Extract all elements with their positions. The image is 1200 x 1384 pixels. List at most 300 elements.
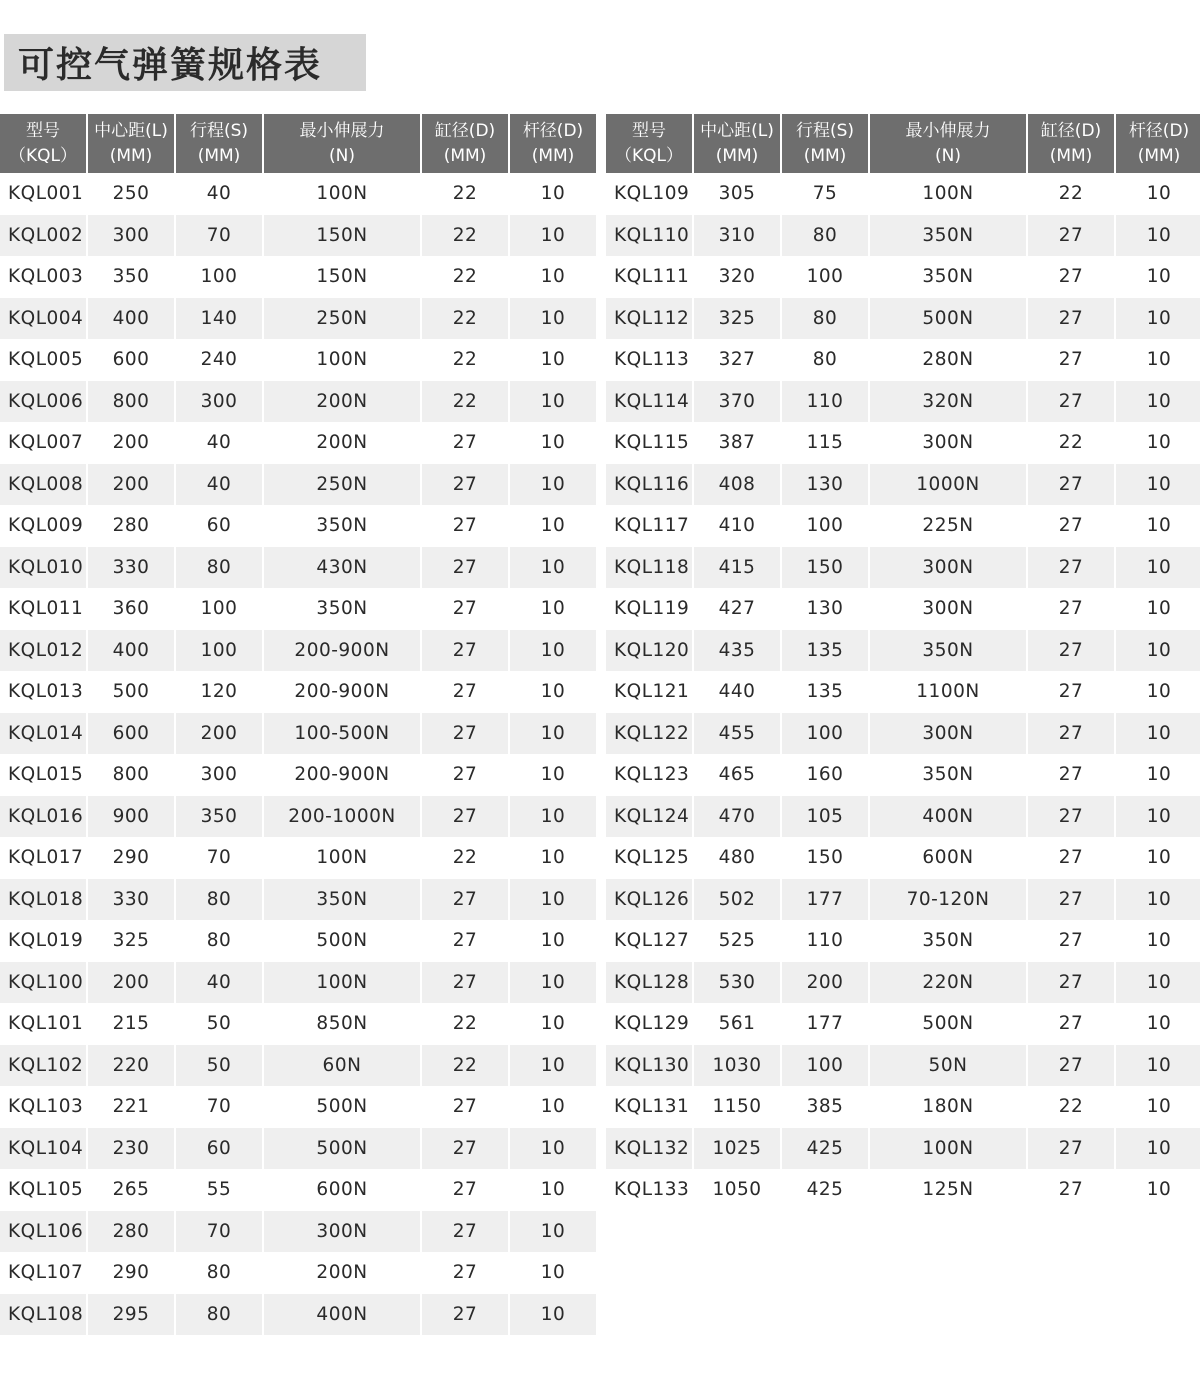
min-force-cell: 200-900N [264,754,420,796]
stroke-cell: 130 [782,464,868,506]
model-cell: KQL112 [606,298,692,340]
stroke-cell: 200 [782,962,868,1004]
min-force-cell: 500N [870,298,1026,340]
stroke-cell: 425 [782,1169,868,1211]
stroke-cell: 115 [782,422,868,464]
model-cell: KQL010 [0,547,86,589]
table-row [606,1169,1200,1211]
min-force-cell: 350N [264,588,420,630]
rod-diameter-cell: 10 [510,1086,596,1128]
center-distance-cell: 200 [88,464,174,506]
table-body-left [0,173,596,1335]
center-distance-cell: 1025 [694,1128,780,1170]
stroke-cell: 70 [176,1211,262,1253]
rod-diameter-cell: 10 [1116,920,1200,962]
rod-diameter-cell: 10 [1116,256,1200,298]
stroke-cell: 50 [176,1045,262,1087]
table-row [0,339,596,381]
rod-diameter-cell: 10 [510,837,596,879]
rod-diameter-cell: 10 [510,381,596,423]
table-row [606,588,1200,630]
cylinder-diameter-cell: 22 [422,1045,508,1087]
min-force-cell: 150N [264,215,420,257]
table-row [606,630,1200,672]
rod-diameter-cell: 10 [510,547,596,589]
table-row [606,1045,1200,1087]
model-cell: KQL115 [606,422,692,464]
stroke-cell: 40 [176,464,262,506]
table-row [606,837,1200,879]
center-distance-cell: 300 [88,215,174,257]
rod-diameter-cell: 10 [510,754,596,796]
rod-diameter-cell: 10 [510,256,596,298]
table-row [0,1003,596,1045]
min-force-cell: 1100N [870,671,1026,713]
min-force-cell: 125N [870,1169,1026,1211]
rod-diameter-cell: 10 [510,339,596,381]
rod-diameter-cell: 10 [1116,1003,1200,1045]
rod-diameter-cell: 10 [1116,173,1200,215]
table-row [0,422,596,464]
center-distance-cell: 415 [694,547,780,589]
cylinder-diameter-cell: 27 [1028,215,1114,257]
cylinder-diameter-cell: 27 [422,879,508,921]
table-row [606,671,1200,713]
rod-diameter-cell: 10 [510,1252,596,1294]
model-cell: KQL013 [0,671,86,713]
cylinder-diameter-cell: 27 [1028,920,1114,962]
stroke-cell: 70 [176,215,262,257]
model-cell: KQL007 [0,422,86,464]
center-distance-cell: 800 [88,381,174,423]
cylinder-diameter-cell: 27 [422,1128,508,1170]
center-distance-cell: 1050 [694,1169,780,1211]
min-force-cell: 100N [264,173,420,215]
rod-diameter-cell: 10 [1116,464,1200,506]
min-force-cell: 600N [870,837,1026,879]
rod-diameter-cell: 10 [1116,1045,1200,1087]
table-row [0,837,596,879]
center-distance-cell: 250 [88,173,174,215]
model-cell: KQL014 [0,713,86,755]
cylinder-diameter-cell: 27 [422,1086,508,1128]
table-row [606,713,1200,755]
table-row [606,381,1200,423]
cylinder-diameter-cell: 27 [1028,1169,1114,1211]
center-distance-cell: 221 [88,1086,174,1128]
model-cell: KQL102 [0,1045,86,1087]
min-force-cell: 100N [264,962,420,1004]
center-distance-cell: 370 [694,381,780,423]
center-distance-cell: 325 [694,298,780,340]
cylinder-diameter-cell: 22 [1028,173,1114,215]
stroke-cell: 177 [782,879,868,921]
center-distance-cell: 1030 [694,1045,780,1087]
model-cell: KQL101 [0,1003,86,1045]
min-force-cell: 280N [870,339,1026,381]
cylinder-diameter-cell: 27 [422,671,508,713]
spec-table-right [604,114,1200,1211]
rod-diameter-cell: 10 [1116,754,1200,796]
rod-diameter-cell: 10 [510,1169,596,1211]
model-cell: KQL130 [606,1045,692,1087]
min-force-cell: 500N [264,1128,420,1170]
cylinder-diameter-cell: 27 [1028,962,1114,1004]
center-distance-cell: 435 [694,630,780,672]
cylinder-diameter-cell: 22 [422,173,508,215]
table-row [606,422,1200,464]
rod-diameter-cell: 10 [1116,796,1200,838]
model-cell: KQL107 [0,1252,86,1294]
center-distance-cell: 408 [694,464,780,506]
cylinder-diameter-cell: 27 [422,713,508,755]
stroke-cell: 350 [176,796,262,838]
header-stroke: 行程(S) (MM) [176,114,262,173]
rod-diameter-cell: 10 [510,1294,596,1336]
rod-diameter-cell: 10 [510,1045,596,1087]
header-model: 型号 （KQL） [606,114,692,173]
min-force-cell: 850N [264,1003,420,1045]
cylinder-diameter-cell: 27 [1028,588,1114,630]
model-cell: KQL012 [0,630,86,672]
min-force-cell: 200N [264,1252,420,1294]
center-distance-cell: 200 [88,422,174,464]
table-row [606,256,1200,298]
cylinder-diameter-cell: 27 [1028,837,1114,879]
stroke-cell: 80 [782,215,868,257]
stroke-cell: 140 [176,298,262,340]
rod-diameter-cell: 10 [1116,588,1200,630]
min-force-cell: 70-120N [870,879,1026,921]
min-force-cell: 100-500N [264,713,420,755]
rod-diameter-cell: 10 [510,1128,596,1170]
model-cell: KQL114 [606,381,692,423]
table-row [606,505,1200,547]
model-cell: KQL119 [606,588,692,630]
center-distance-cell: 215 [88,1003,174,1045]
stroke-cell: 80 [782,339,868,381]
rod-diameter-cell: 10 [1116,713,1200,755]
rod-diameter-cell: 10 [1116,630,1200,672]
stroke-cell: 80 [176,879,262,921]
table-row [0,505,596,547]
min-force-cell: 300N [870,547,1026,589]
model-cell: KQL116 [606,464,692,506]
stroke-cell: 105 [782,796,868,838]
stroke-cell: 80 [176,920,262,962]
stroke-cell: 100 [176,630,262,672]
center-distance-cell: 440 [694,671,780,713]
table-row [0,962,596,1004]
stroke-cell: 110 [782,381,868,423]
min-force-cell: 50N [870,1045,1026,1087]
rod-diameter-cell: 10 [1116,1169,1200,1211]
header-min-force: 最小伸展力 (N) [870,114,1026,173]
min-force-cell: 250N [264,298,420,340]
table-row [606,1003,1200,1045]
title-banner [4,34,366,91]
cylinder-diameter-cell: 27 [422,962,508,1004]
model-cell: KQL100 [0,962,86,1004]
min-force-cell: 220N [870,962,1026,1004]
cylinder-diameter-cell: 27 [422,1211,508,1253]
model-cell: KQL123 [606,754,692,796]
min-force-cell: 350N [870,256,1026,298]
stroke-cell: 75 [782,173,868,215]
cylinder-diameter-cell: 22 [1028,422,1114,464]
cylinder-diameter-cell: 27 [422,464,508,506]
model-cell: KQL003 [0,256,86,298]
cylinder-diameter-cell: 27 [1028,1003,1114,1045]
model-cell: KQL105 [0,1169,86,1211]
table-row [0,173,596,215]
table-row [0,381,596,423]
stroke-cell: 80 [782,298,868,340]
min-force-cell: 500N [870,1003,1026,1045]
header-rod-diameter: 杆径(D) (MM) [510,114,596,173]
model-cell: KQL125 [606,837,692,879]
rod-diameter-cell: 10 [1116,381,1200,423]
center-distance-cell: 265 [88,1169,174,1211]
rod-diameter-cell: 10 [1116,879,1200,921]
center-distance-cell: 427 [694,588,780,630]
rod-diameter-cell: 10 [1116,339,1200,381]
header-cylinder-diameter: 缸径(D) (MM) [1028,114,1114,173]
cylinder-diameter-cell: 27 [1028,547,1114,589]
cylinder-diameter-cell: 27 [1028,256,1114,298]
header-rod-diameter: 杆径(D) (MM) [1116,114,1200,173]
model-cell: KQL118 [606,547,692,589]
center-distance-cell: 502 [694,879,780,921]
table-row [606,796,1200,838]
model-cell: KQL127 [606,920,692,962]
table-row [0,796,596,838]
min-force-cell: 1000N [870,464,1026,506]
center-distance-cell: 530 [694,962,780,1004]
model-cell: KQL018 [0,879,86,921]
cylinder-diameter-cell: 27 [1028,713,1114,755]
rod-diameter-cell: 10 [1116,298,1200,340]
model-cell: KQL121 [606,671,692,713]
model-cell: KQL113 [606,339,692,381]
stroke-cell: 100 [176,256,262,298]
cylinder-diameter-cell: 27 [422,920,508,962]
center-distance-cell: 280 [88,505,174,547]
rod-diameter-cell: 10 [510,464,596,506]
min-force-cell: 200N [264,381,420,423]
center-distance-cell: 600 [88,713,174,755]
min-force-cell: 350N [264,879,420,921]
center-distance-cell: 525 [694,920,780,962]
model-cell: KQL106 [0,1211,86,1253]
header-min-force: 最小伸展力 (N) [264,114,420,173]
cylinder-diameter-cell: 22 [422,1003,508,1045]
table-row [606,879,1200,921]
center-distance-cell: 900 [88,796,174,838]
center-distance-cell: 290 [88,1252,174,1294]
min-force-cell: 200-900N [264,630,420,672]
rod-diameter-cell: 10 [510,173,596,215]
center-distance-cell: 410 [694,505,780,547]
min-force-cell: 500N [264,1086,420,1128]
model-cell: KQL110 [606,215,692,257]
stroke-cell: 385 [782,1086,868,1128]
stroke-cell: 100 [782,505,868,547]
cylinder-diameter-cell: 22 [422,298,508,340]
table-row [606,215,1200,257]
table-row [0,920,596,962]
cylinder-diameter-cell: 27 [1028,754,1114,796]
center-distance-cell: 480 [694,837,780,879]
center-distance-cell: 327 [694,339,780,381]
min-force-cell: 150N [264,256,420,298]
table-row [0,547,596,589]
model-cell: KQL008 [0,464,86,506]
stroke-cell: 150 [782,837,868,879]
center-distance-cell: 465 [694,754,780,796]
table-row [606,339,1200,381]
cylinder-diameter-cell: 22 [422,339,508,381]
center-distance-cell: 561 [694,1003,780,1045]
model-cell: KQL120 [606,630,692,672]
center-distance-cell: 455 [694,713,780,755]
cylinder-diameter-cell: 27 [422,1252,508,1294]
cylinder-diameter-cell: 22 [422,256,508,298]
cylinder-diameter-cell: 27 [1028,464,1114,506]
stroke-cell: 60 [176,505,262,547]
header-center-distance: 中心距(L) (MM) [88,114,174,173]
center-distance-cell: 360 [88,588,174,630]
model-cell: KQL133 [606,1169,692,1211]
center-distance-cell: 295 [88,1294,174,1336]
rod-diameter-cell: 10 [510,630,596,672]
rod-diameter-cell: 10 [510,422,596,464]
cylinder-diameter-cell: 27 [422,505,508,547]
rod-diameter-cell: 10 [1116,1086,1200,1128]
min-force-cell: 400N [870,796,1026,838]
center-distance-cell: 310 [694,215,780,257]
min-force-cell: 320N [870,381,1026,423]
min-force-cell: 350N [264,505,420,547]
min-force-cell: 200N [264,422,420,464]
stroke-cell: 100 [176,588,262,630]
cylinder-diameter-cell: 27 [422,588,508,630]
cylinder-diameter-cell: 22 [1028,1086,1114,1128]
stroke-cell: 100 [782,713,868,755]
table-header-row [606,114,1200,173]
model-cell: KQL002 [0,215,86,257]
cylinder-diameter-cell: 27 [1028,1128,1114,1170]
stroke-cell: 80 [176,1252,262,1294]
model-cell: KQL001 [0,173,86,215]
stroke-cell: 130 [782,588,868,630]
center-distance-cell: 500 [88,671,174,713]
center-distance-cell: 350 [88,256,174,298]
center-distance-cell: 800 [88,754,174,796]
table-row [606,962,1200,1004]
min-force-cell: 300N [870,422,1026,464]
stroke-cell: 55 [176,1169,262,1211]
rod-diameter-cell: 10 [510,796,596,838]
stroke-cell: 100 [782,1045,868,1087]
model-cell: KQL005 [0,339,86,381]
table-row [0,1086,596,1128]
stroke-cell: 120 [176,671,262,713]
model-cell: KQL103 [0,1086,86,1128]
min-force-cell: 300N [264,1211,420,1253]
center-distance-cell: 325 [88,920,174,962]
table-row [606,920,1200,962]
stroke-cell: 135 [782,630,868,672]
stroke-cell: 40 [176,962,262,1004]
stroke-cell: 100 [782,256,868,298]
model-cell: KQL108 [0,1294,86,1336]
rod-diameter-cell: 10 [1116,505,1200,547]
rod-diameter-cell: 10 [1116,215,1200,257]
cylinder-diameter-cell: 27 [422,547,508,589]
min-force-cell: 400N [264,1294,420,1336]
stroke-cell: 177 [782,1003,868,1045]
table-row [0,256,596,298]
table-row [0,1169,596,1211]
rod-diameter-cell: 10 [1116,1128,1200,1170]
stroke-cell: 160 [782,754,868,796]
min-force-cell: 225N [870,505,1026,547]
center-distance-cell: 1150 [694,1086,780,1128]
rod-diameter-cell: 10 [510,671,596,713]
table-row [0,298,596,340]
model-cell: KQL109 [606,173,692,215]
cylinder-diameter-cell: 27 [1028,879,1114,921]
table-row [0,713,596,755]
rod-diameter-cell: 10 [510,505,596,547]
cylinder-diameter-cell: 27 [1028,381,1114,423]
cylinder-diameter-cell: 27 [1028,505,1114,547]
stroke-cell: 110 [782,920,868,962]
center-distance-cell: 600 [88,339,174,381]
rod-diameter-cell: 10 [1116,547,1200,589]
cylinder-diameter-cell: 27 [422,1294,508,1336]
center-distance-cell: 320 [694,256,780,298]
stroke-cell: 50 [176,1003,262,1045]
rod-diameter-cell: 10 [510,920,596,962]
min-force-cell: 100N [264,837,420,879]
table-row [606,1086,1200,1128]
min-force-cell: 100N [870,1128,1026,1170]
center-distance-cell: 220 [88,1045,174,1087]
table-row [0,588,596,630]
table-row [0,1128,596,1170]
rod-diameter-cell: 10 [510,588,596,630]
table-row [606,464,1200,506]
stroke-cell: 60 [176,1128,262,1170]
table-row [606,754,1200,796]
rod-diameter-cell: 10 [510,298,596,340]
min-force-cell: 500N [264,920,420,962]
header-cylinder-diameter: 缸径(D) (MM) [422,114,508,173]
min-force-cell: 300N [870,713,1026,755]
rod-diameter-cell: 10 [1116,671,1200,713]
min-force-cell: 300N [870,588,1026,630]
table-row [0,1294,596,1336]
center-distance-cell: 305 [694,173,780,215]
stroke-cell: 40 [176,422,262,464]
model-cell: KQL132 [606,1128,692,1170]
table-row [606,1128,1200,1170]
header-stroke: 行程(S) (MM) [782,114,868,173]
cylinder-diameter-cell: 27 [422,754,508,796]
cylinder-diameter-cell: 22 [422,381,508,423]
